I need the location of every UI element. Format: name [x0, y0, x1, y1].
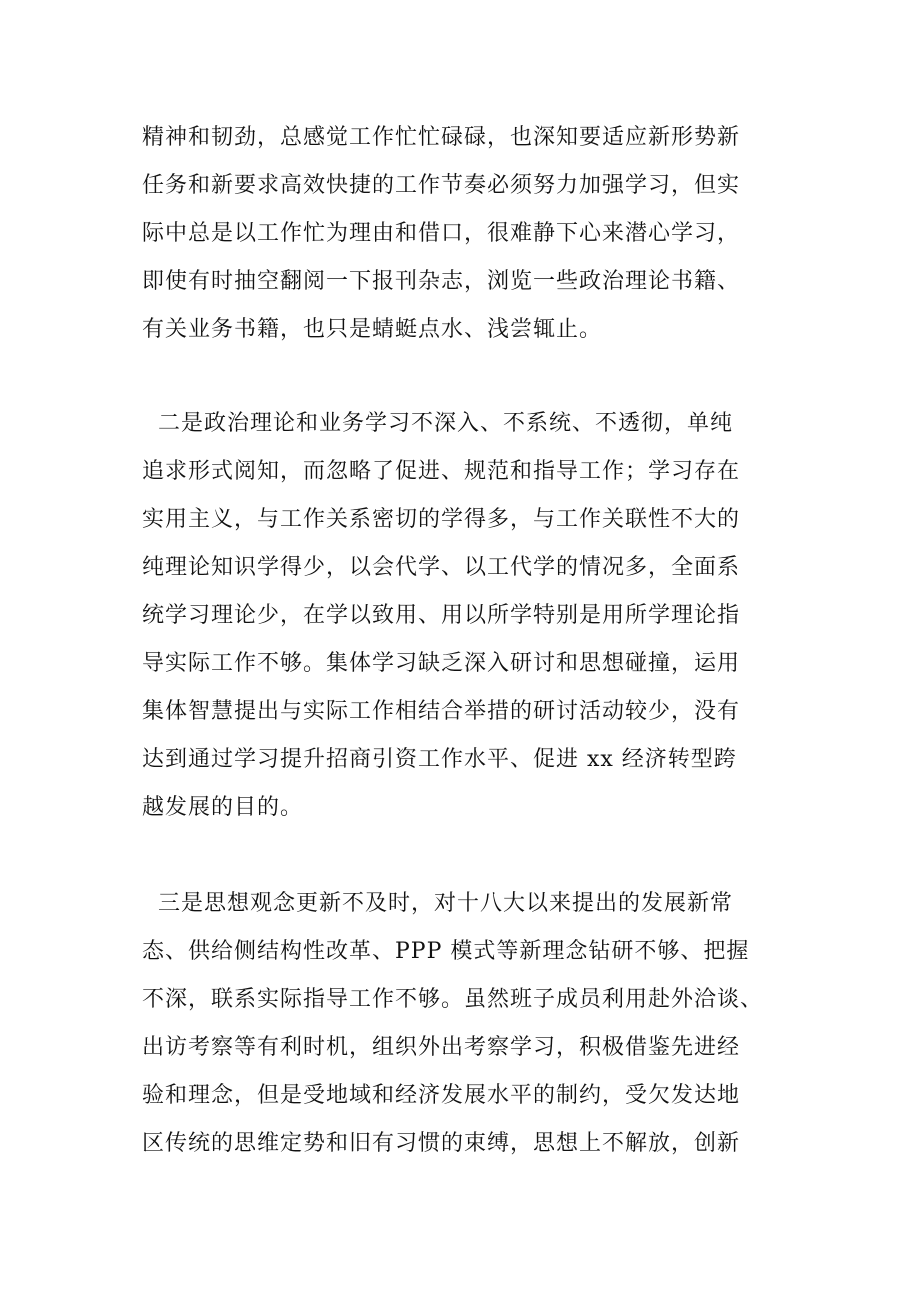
paragraph-line: 达到通过学习提升招商引资工作水平、促进 xx 经济转型跨 — [142, 747, 737, 772]
paragraph-line: 验和理念，但是受地域和经济发展水平的制约，受欠发达地 — [142, 1083, 741, 1108]
paragraph-line: 区传统的思维定势和旧有习惯的束缚，思想上不解放，创新 — [142, 1131, 741, 1156]
paragraph-2 — [142, 400, 802, 832]
paragraph-1 — [142, 114, 802, 354]
paragraph-line: 实用主义，与工作关系密切的学得多，与工作关联性不大的 — [142, 507, 741, 532]
paragraph-line: 越发展的目的。 — [142, 795, 304, 820]
paragraph-line: 出访考察等有利时机，组织外出考察学习，积极借鉴先进经 — [142, 1035, 741, 1060]
paragraph-line: 二是政治理论和业务学习不深入、不系统、不透彻，单纯 — [142, 411, 733, 436]
paragraph-line: 精神和韧劲，总感觉工作忙忙碌碌，也深知要适应新形势新 — [142, 125, 741, 150]
paragraph-line: 任务和新要求高效快捷的工作节奏必须努力加强学习，但实 — [142, 173, 741, 198]
paragraph-line: 导实际工作不够。集体学习缺乏深入研讨和思想碰撞，运用 — [142, 651, 741, 676]
paragraph-3 — [142, 880, 802, 1168]
paragraph-line: 有关业务书籍，也只是蜻蜓点水、浅尝辄止。 — [142, 317, 603, 342]
paragraph-line: 态、供给侧结构性改革、PPP 模式等新理念钻研不够、把握 — [142, 939, 750, 964]
paragraph-line: 统学习理论少，在学以致用、用以所学特别是用所学理论指 — [142, 603, 741, 628]
paragraph-line: 集体智慧提出与实际工作相结合举措的研讨活动较少，没有 — [142, 699, 741, 724]
paragraph-line: 际中总是以工作忙为理由和借口，很难静下心来潜心学习， — [142, 221, 741, 246]
paragraph-line: 三是思想观念更新不及时，对十八大以来提出的发展新常 — [142, 891, 733, 916]
paragraph-line: 追求形式阅知，而忽略了促进、规范和指导工作；学习存在 — [142, 459, 741, 484]
paragraph-line: 即使有时抽空翻阅一下报刊杂志，浏览一些政治理论书籍、 — [142, 269, 741, 294]
paragraph-line: 纯理论知识学得少，以会代学、以工代学的情况多，全面系 — [142, 555, 741, 580]
paragraph-line: 不深，联系实际指导工作不够。虽然班子成员利用赴外洽谈、 — [142, 987, 764, 1012]
